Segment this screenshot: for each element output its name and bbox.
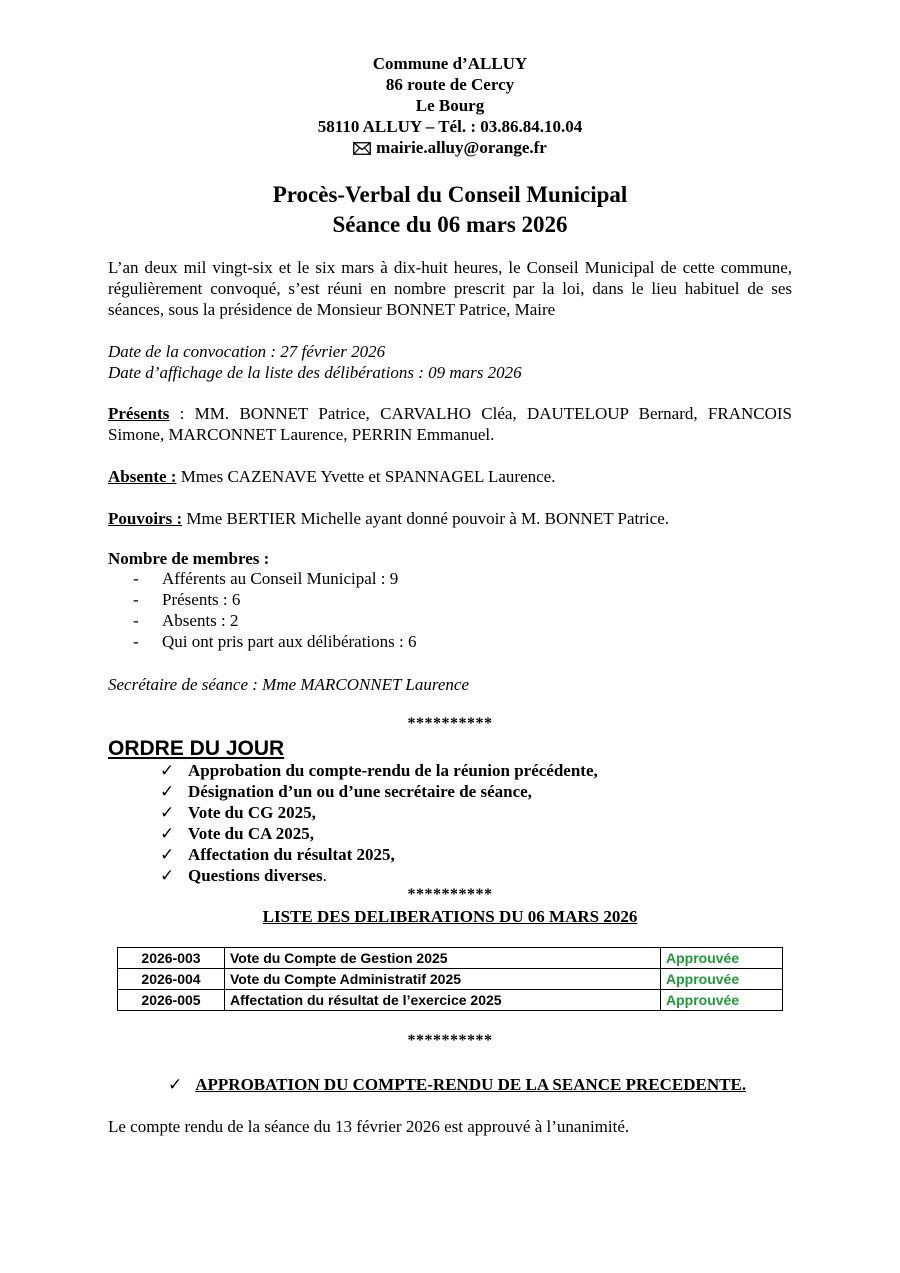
checkmark-icon: ✓ <box>160 782 175 801</box>
presents-label: Présents <box>108 404 170 423</box>
dates-block <box>108 341 792 383</box>
intro-paragraph: L’an deux mil vingt-six et le six mars à dix-huit heures, le Conseil Municipal de cette commune, régulièrement convoqué, s’est réuni en nombre prescrit par la loi, dans le lieu habituel de ses séances, sous la présidence de Monsieur BONNET Patrice, Maire <box>108 258 792 319</box>
list-item: - Présents : 6 <box>133 590 241 609</box>
list-item: - Qui ont pris part aux délibérations : 6 <box>133 632 417 651</box>
delib-number: 2026-004 <box>118 969 225 990</box>
pouvoirs-text: Mme BERTIER Michelle ayant donné pouvoir à M. BONNET Patrice. <box>182 509 669 528</box>
deliberations-heading: LISTE DES DELIBERATIONS DU 06 MARS 2026 <box>262 907 638 926</box>
delib-status: Approuvée <box>661 948 783 969</box>
email-line <box>0 137 900 160</box>
letterhead <box>0 53 900 160</box>
delib-status: Approuvée <box>661 969 783 990</box>
pouvoirs-paragraph <box>108 508 792 529</box>
list-item: ✓ Questions diverses. <box>160 866 327 885</box>
absente-text: Mmes CAZENAVE Yvette et SPANNAGEL Laurence. <box>176 467 556 486</box>
approbation-text: Le compte rendu de la séance du 13 février 2026 est approuvé à l’unanimité. <box>108 1117 630 1136</box>
separator: ********** <box>407 1032 493 1049</box>
absente-label: Absente : <box>108 467 177 486</box>
address-line: 86 route de Cercy <box>385 75 515 94</box>
pouvoirs-label: Pouvoirs : <box>108 509 183 528</box>
delib-label: Vote du Compte de Gestion 2025 <box>225 948 661 969</box>
checkmark-icon: ✓ <box>160 803 175 822</box>
list-item: ✓ Désignation d’un ou d’une secrétaire de séance, <box>160 782 532 801</box>
membres-list <box>133 568 416 652</box>
checkmark-icon: ✓ <box>160 824 175 843</box>
membres-heading: Nombre de membres : <box>108 549 270 568</box>
presents-paragraph <box>108 403 792 445</box>
list-item: ✓ Vote du CA 2025, <box>160 824 314 843</box>
absente-paragraph <box>108 466 792 487</box>
table-row <box>118 948 783 969</box>
delib-status: Approuvée <box>661 990 783 1011</box>
approbation-heading: ✓ APPROBATION DU COMPTE-RENDU DE LA SEANCE PRECEDENTE. <box>168 1075 747 1094</box>
deliberations-table <box>117 947 783 1011</box>
list-item: ✓ Vote du CG 2025, <box>160 803 316 822</box>
bourg-line: Le Bourg <box>415 96 485 115</box>
checkmark-icon: ✓ <box>160 866 175 885</box>
convocation-date: Date de la convocation : 27 février 2026 <box>108 342 386 361</box>
ordre-heading: ORDRE DU JOUR <box>108 737 285 760</box>
checkmark-icon: ✓ <box>160 761 175 780</box>
list-item: ✓ Affectation du résultat 2025, <box>160 845 395 864</box>
email-address[interactable]: mairie.alluy@orange.fr <box>376 138 547 157</box>
ordre-list <box>160 760 598 886</box>
list-item: ✓ Approbation du compte-rendu de la réunion précédente, <box>160 761 598 780</box>
table-row <box>118 990 783 1011</box>
city-phone-line: 58110 ALLUY – Tél. : 03.86.84.10.04 <box>317 117 583 136</box>
checkmark-icon: ✓ <box>168 1075 183 1094</box>
list-item: - Afférents au Conseil Municipal : 9 <box>133 569 399 588</box>
presents-text: : MM. BONNET Patrice, CARVALHO Cléa, DAUTELOUP Bernard, FRANCOIS Simone, MARCONNET Laurence, PERRIN Emmanuel. <box>108 404 792 444</box>
delib-number: 2026-005 <box>118 990 225 1011</box>
affichage-date: Date d’affichage de la liste des délibérations : 09 mars 2026 <box>108 363 522 382</box>
separator: ********** <box>407 715 493 732</box>
delib-number: 2026-003 <box>118 948 225 969</box>
title-line-1: Procès-Verbal du Conseil Municipal <box>272 182 628 207</box>
secretaire-line: Secrétaire de séance : Mme MARCONNET Laurence <box>108 675 470 694</box>
document-title <box>0 180 900 240</box>
checkmark-icon: ✓ <box>160 845 175 864</box>
separator: ********** <box>407 886 493 903</box>
table-row <box>118 969 783 990</box>
envelope-icon <box>353 139 371 160</box>
delib-label: Affectation du résultat de l’exercice 2025 <box>225 990 661 1011</box>
title-line-2: Séance du 06 mars 2026 <box>332 212 568 237</box>
delib-label: Vote du Compte Administratif 2025 <box>225 969 661 990</box>
list-item: - Absents : 2 <box>133 611 239 630</box>
commune-name: Commune d’ALLUY <box>372 54 528 73</box>
